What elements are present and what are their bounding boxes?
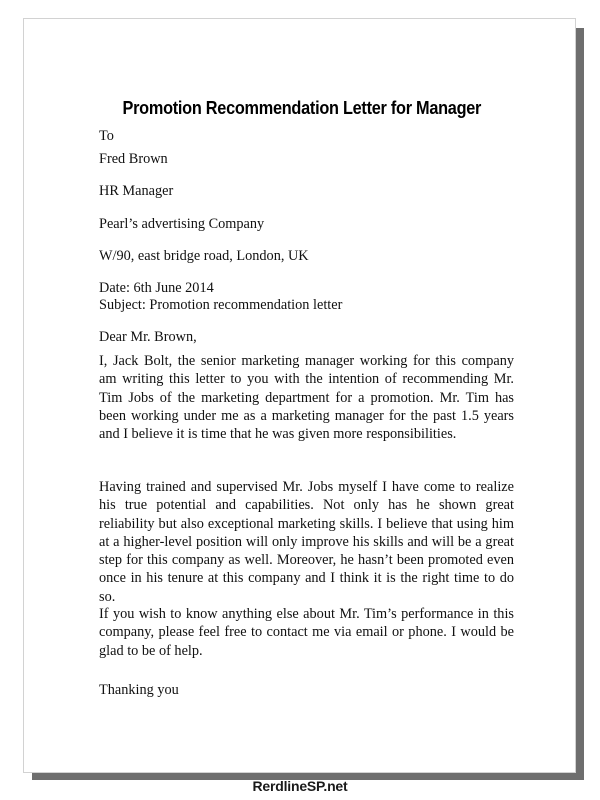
letter-date: Date: 6th June 2014	[99, 280, 214, 296]
company-name: Pearl’s advertising Company	[99, 216, 265, 232]
body-paragraph: If you wish to know anything else about Mr. Tim’s performance in this company, please feel free to contact me via email or phone. I would be glad to be of help.	[99, 606, 514, 659]
site-watermark: RerdlineSP.net	[252, 778, 348, 794]
letter-title: Promotion Recommendation Letter for Manager	[122, 97, 482, 118]
body-paragraph: Having trained and supervised Mr. Jobs myself I have come to realize his true potential and capabilities. Not only has he shown great reliability but also exceptional marketing skills. I believe that using him at a higher-level position will only improve his skills and will be a great step for this company as well. Moreover, he hasn’t been promoted even once in his tenure at this company and I think it is the right time to do so.	[99, 479, 514, 605]
body-paragraph: I, Jack Bolt, the senior marketing manager working for this company am writing this letter to you with the intention of recommending Mr. Tim Jobs of the marketing department for a promotion. Mr. Tim has been working under me as a marketing manager for the past 1.5 years and I believe it is time that he was given more responsibilities.	[99, 353, 514, 443]
recipient-title: HR Manager	[99, 183, 174, 199]
letter-page	[23, 18, 576, 773]
address-line: W/90, east bridge road, London, UK	[99, 248, 309, 264]
closing-line: Thanking you	[99, 682, 179, 698]
recipient-name: Fred Brown	[99, 151, 168, 167]
to-line: To	[99, 128, 114, 144]
letter-subject: Subject: Promotion recommendation letter	[99, 297, 343, 313]
salutation: Dear Mr. Brown,	[99, 329, 197, 345]
